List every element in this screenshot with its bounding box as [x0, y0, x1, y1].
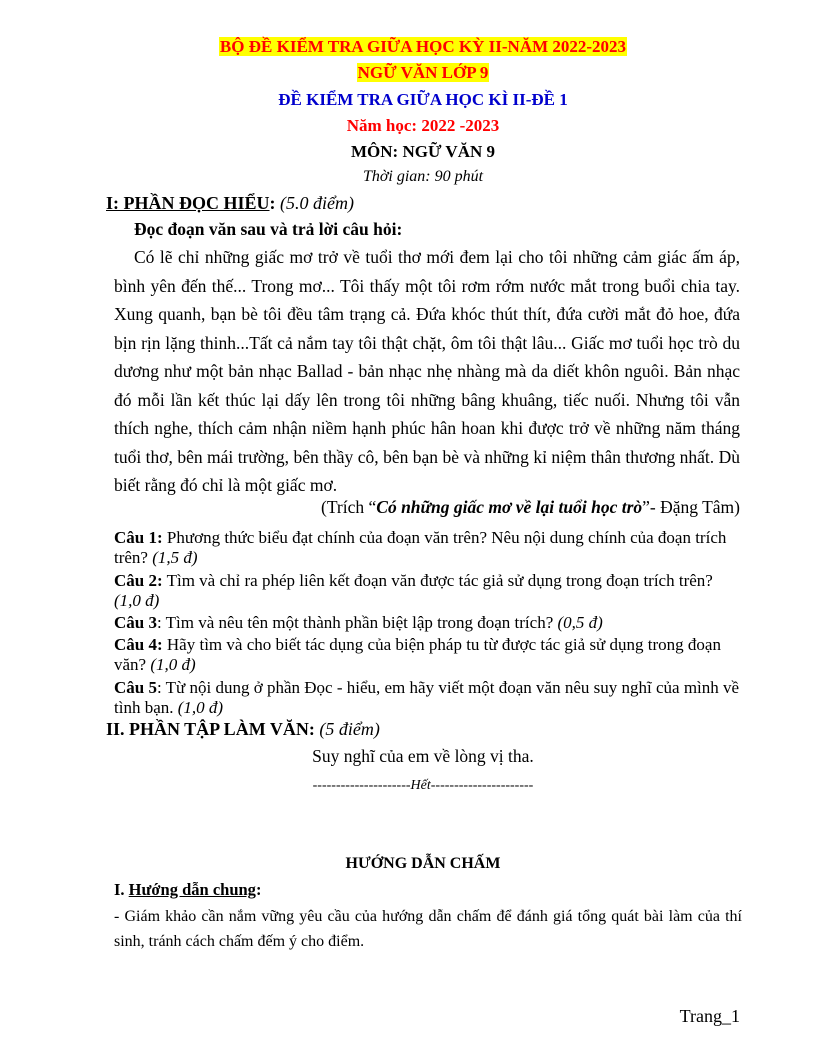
question-5: Câu 5: Từ nội dung ở phần Đọc - hiểu, em hãy viết một đoạn văn nêu suy nghĩ của mình về tình bạn. (1,0 đ) — [114, 678, 740, 717]
part1-heading: I: PHẦN ĐỌC HIỂU: (5.0 điểm) — [106, 193, 354, 213]
reading-passage: Có lẽ chỉ những giấc mơ trở về tuổi thơ mới đem lại cho tôi những cảm giác ấm áp, bình yên đến thế... Trong mơ... Tôi thấy một tôi rơm rớm nước mắt trong buổi chia tay. Xung quanh, bạn bè tôi đều tâm trạng cả. Đứa khóc thút thít, đứa cười mắt đỏ hoe, đứa bịn rịn lặng thinh...Tất cả nắm tay tôi thật chặt, ôm tôi thật lâu... Giấc mơ tuổi học trò du dương như một bản nhạc Ballad - bản nhạc nhẹ nhàng mà da diết khôn nguôi. Bản nhạc đó mỗi lần kết thúc lại dấy lên trong tôi những bâng khuâng, tiếc nuối. Nhưng tôi vẫn thích nghe, thích cảm nhận niềm hạnh phúc hân hoan khi được trở về những năm tháng tuổi thơ, bên mái trường, bên thầy cô, bên bạn bè và những kỉ niệm thân thương nhất. Dù biết rằng đó chỉ là một giấc mơ. — [114, 247, 740, 495]
essay-prompt: Suy nghĩ của em về lòng vị tha. — [312, 746, 534, 766]
citation: (Trích “Có những giấc mơ về lại tuổi học trò”- Đặng Tâm) — [321, 497, 740, 517]
end-marker: ---------------------Hết---------------------- — [312, 778, 534, 793]
question-4: Câu 4: Hãy tìm và cho biết tác dụng của biện pháp tu từ được tác giả sử dụng trong đoạn văn? (1,0 đ) — [114, 635, 721, 674]
exam-title: ĐỀ KIỂM TRA GIỮA HỌC KÌ II-ĐỀ 1 — [278, 90, 568, 109]
guide-title: HƯỚNG DẪN CHẤM — [345, 855, 501, 872]
header-line-1: BỘ ĐỀ KIỂM TRA GIỮA HỌC KỲ II-NĂM 2022-2023 — [219, 37, 627, 56]
part2-heading: II. PHẦN TẬP LÀM VĂN: (5 điểm) — [106, 719, 380, 739]
question-1: Câu 1: Phương thức biểu đạt chính của đoạn văn trên? Nêu nội dung chính của đoạn trích trên? (1,5 đ) — [114, 528, 727, 567]
question-2: Câu 2: Tìm và chỉ ra phép liên kết đoạn văn được tác giả sử dụng trong đoạn trích trên? (1,0 đ) — [114, 571, 713, 610]
header-line-2: NGỮ VĂN LỚP 9 — [357, 63, 489, 82]
school-year: Năm học: 2022 -2023 — [346, 116, 500, 135]
page-number: Trang_1 — [679, 1006, 740, 1026]
subject-line: MÔN: NGỮ VĂN 9 — [350, 142, 495, 161]
guide-text: - Giám khảo cần nắm vững yêu cầu của hướng dẫn chấm để đánh giá tổng quát bài làm của thí sinh, tránh cách chấm đếm ý cho điểm. — [114, 908, 742, 950]
question-3: Câu 3: Tìm và nêu tên một thành phần biệt lập trong đoạn trích? (0,5 đ) — [114, 613, 603, 632]
time-line: Thời gian: 90 phút — [362, 168, 484, 185]
guide-section-heading: I. Hướng dẫn chung: — [114, 880, 262, 899]
reading-instruction: Đọc đoạn văn sau và trả lời câu hỏi: — [134, 219, 403, 239]
